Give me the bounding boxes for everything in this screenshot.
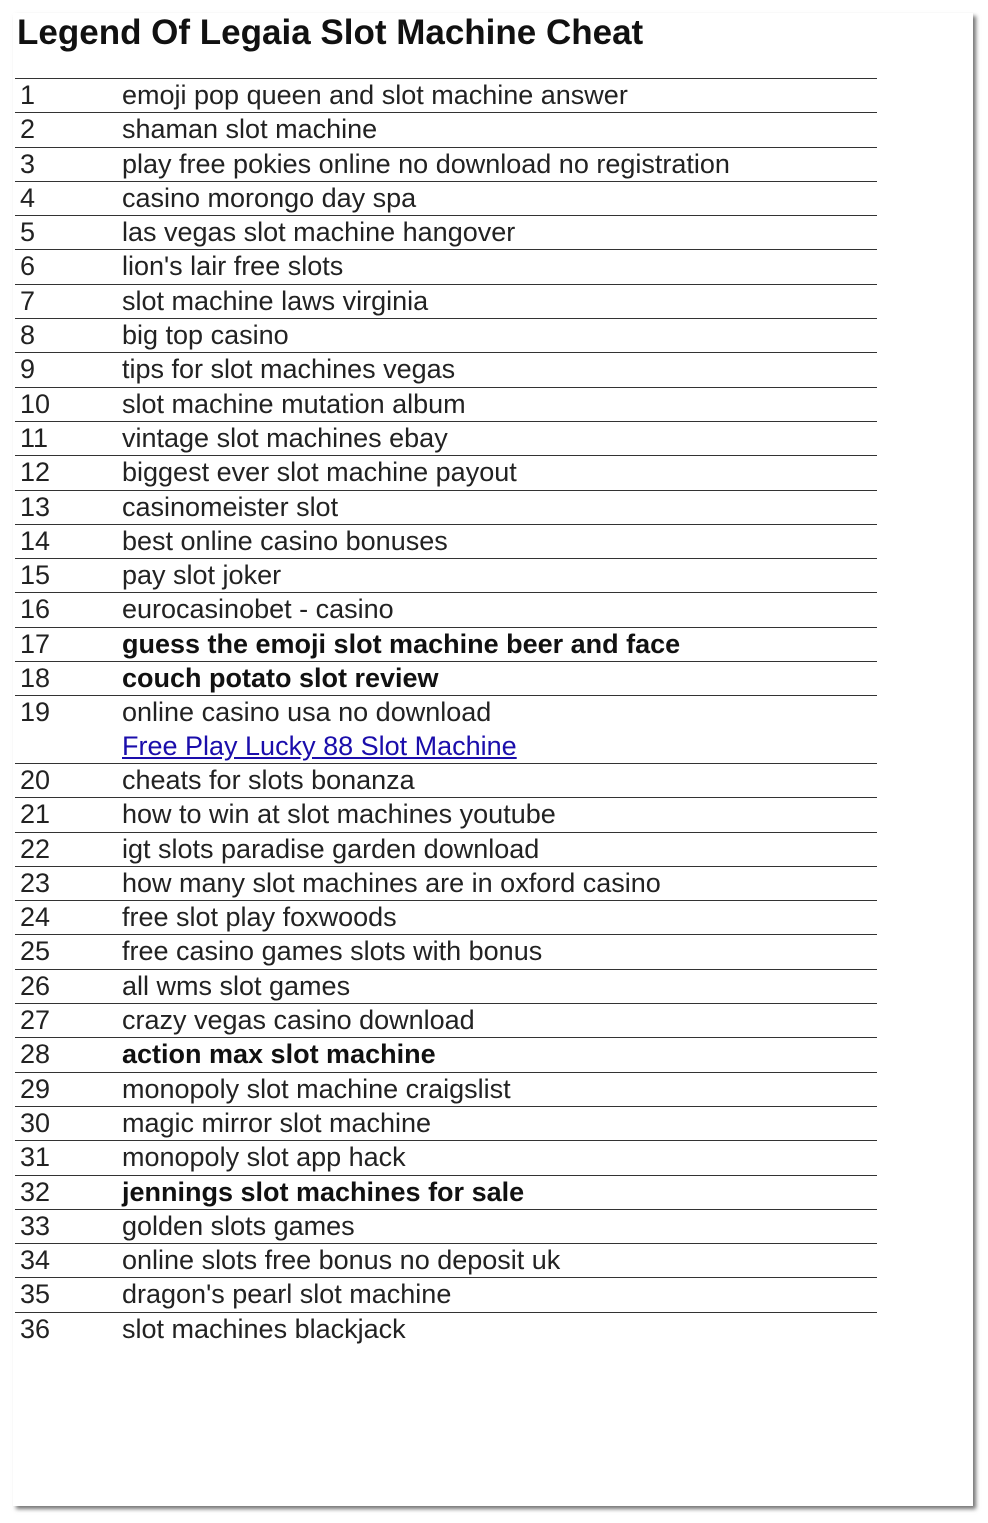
list-item — [15, 525, 877, 559]
item-text: slot machine mutation album — [122, 388, 466, 419]
item-content — [122, 1244, 877, 1277]
item-number: 6 — [20, 251, 36, 282]
item-content — [122, 79, 877, 112]
item-content — [122, 216, 877, 249]
item-number: 19 — [20, 697, 51, 728]
item-number: 33 — [20, 1210, 51, 1241]
item-content — [122, 593, 877, 626]
item-number: 31 — [20, 1142, 51, 1173]
item-content — [122, 1176, 877, 1209]
item-content — [122, 319, 877, 352]
item-text: eurocasinobet - casino — [122, 594, 394, 625]
list-item — [15, 696, 877, 764]
item-content — [122, 764, 877, 797]
item-content — [122, 1313, 877, 1346]
list-item — [15, 1107, 877, 1141]
list-item — [15, 1176, 877, 1210]
item-number: 22 — [20, 833, 51, 864]
item-content — [122, 935, 877, 968]
item-content — [122, 696, 877, 763]
item-text: guess the emoji slot machine beer and face — [122, 628, 681, 659]
item-text: jennings slot machines for sale — [122, 1176, 525, 1207]
list-item — [15, 456, 877, 490]
item-text: pay slot joker — [122, 560, 282, 591]
list-item — [15, 1244, 877, 1278]
item-number: 4 — [20, 182, 36, 213]
list-item — [15, 388, 877, 422]
item-content — [122, 1141, 877, 1174]
item-number: 34 — [20, 1245, 51, 1276]
list-item — [15, 833, 877, 867]
document-page — [13, 13, 973, 1506]
list-item — [15, 1141, 877, 1175]
list-item — [15, 182, 877, 216]
item-number: 5 — [20, 217, 36, 248]
item-text: action max slot machine — [122, 1039, 436, 1070]
list-item — [15, 764, 877, 798]
item-content — [122, 901, 877, 934]
item-content — [122, 285, 877, 318]
item-number: 3 — [20, 148, 36, 179]
item-text: biggest ever slot machine payout — [122, 457, 517, 488]
item-text: casino morongo day spa — [122, 182, 417, 213]
list-item — [15, 148, 877, 182]
item-number: 15 — [20, 560, 51, 591]
item-text: cheats for slots bonanza — [122, 764, 415, 795]
item-text: free slot play foxwoods — [122, 902, 397, 933]
list-item — [15, 319, 877, 353]
item-number: 11 — [20, 422, 49, 453]
item-text: play free pokies online no download no registration — [122, 148, 730, 179]
page-title: Legend Of Legaia Slot Machine Cheat — [17, 13, 644, 52]
item-content — [122, 388, 877, 421]
item-text: emoji pop queen and slot machine answer — [122, 80, 628, 110]
item-text: magic mirror slot machine — [122, 1107, 432, 1138]
item-number: 23 — [20, 867, 51, 898]
item-text: dragon's pearl slot machine — [122, 1279, 452, 1310]
item-number: 1 — [20, 80, 36, 110]
item-text: tips for slot machines vegas — [122, 354, 456, 385]
item-content — [122, 491, 877, 524]
item-content — [122, 662, 877, 695]
list-item — [15, 798, 877, 832]
item-number: 12 — [20, 457, 51, 488]
item-number: 32 — [20, 1176, 51, 1207]
item-content — [122, 148, 877, 181]
item-number: 14 — [20, 525, 51, 556]
item-content — [122, 250, 877, 283]
list-item — [15, 628, 877, 662]
item-number: 18 — [20, 663, 51, 694]
item-number: 26 — [20, 970, 51, 1001]
item-content — [122, 1210, 877, 1243]
item-content — [122, 1107, 877, 1140]
list-item — [15, 285, 877, 319]
list-item — [15, 867, 877, 901]
item-content — [122, 628, 877, 661]
item-content — [122, 1278, 877, 1311]
list-item — [15, 1073, 877, 1107]
item-text: crazy vegas casino download — [122, 1005, 475, 1036]
list-item — [15, 216, 877, 250]
item-text: monopoly slot machine craigslist — [122, 1073, 511, 1104]
item-content — [122, 833, 877, 866]
item-text: how many slot machines are in oxford casino — [122, 867, 661, 898]
item-number: 28 — [20, 1039, 51, 1070]
item-number: 35 — [20, 1279, 51, 1310]
item-text: slot machines blackjack — [122, 1313, 406, 1344]
item-text: best online casino bonuses — [122, 525, 448, 556]
list-item — [15, 353, 877, 387]
item-number: 16 — [20, 594, 51, 625]
item-text: casinomeister slot — [122, 491, 339, 522]
item-content — [122, 1004, 877, 1037]
list-item — [15, 970, 877, 1004]
item-content — [122, 353, 877, 386]
list-item — [15, 559, 877, 593]
item-text: big top casino — [122, 320, 289, 351]
item-content — [122, 798, 877, 831]
item-content — [122, 422, 877, 455]
list-item — [15, 422, 877, 456]
list-item — [15, 1278, 877, 1312]
item-number: 29 — [20, 1073, 51, 1104]
list-item — [15, 1004, 877, 1038]
item-text: online slots free bonus no deposit uk — [122, 1245, 561, 1276]
item-text: all wms slot games — [122, 970, 351, 1001]
item-number: 30 — [20, 1107, 51, 1138]
item-content — [122, 525, 877, 558]
item-text: online casino usa no download — [122, 697, 492, 728]
list-item — [15, 113, 877, 147]
list-item — [15, 593, 877, 627]
item-text: how to win at slot machines youtube — [122, 799, 556, 830]
list-item — [15, 1038, 877, 1072]
item-number: 13 — [20, 491, 51, 522]
item-number: 27 — [20, 1005, 51, 1036]
item-text: vintage slot machines ebay — [122, 422, 448, 453]
item-content — [122, 182, 877, 215]
item-content — [122, 113, 877, 146]
item-number: 7 — [20, 285, 36, 316]
item-number: 2 — [20, 114, 36, 145]
list-item — [15, 250, 877, 284]
item-number: 10 — [20, 388, 51, 419]
list-item — [15, 935, 877, 969]
numbered-list — [15, 78, 877, 1346]
item-content — [122, 1038, 877, 1071]
list-item — [15, 1313, 877, 1346]
item-text: couch potato slot review — [122, 663, 439, 694]
item-content — [122, 559, 877, 592]
item-text: lion's lair free slots — [122, 251, 344, 282]
item-link-line — [122, 730, 877, 763]
item-number: 36 — [20, 1313, 51, 1344]
item-number: 8 — [20, 320, 36, 351]
list-item — [15, 491, 877, 525]
item-content — [122, 456, 877, 489]
item-content — [122, 970, 877, 1003]
item-number: 21 — [20, 799, 51, 830]
list-item — [15, 79, 877, 113]
item-text: monopoly slot app hack — [122, 1142, 406, 1173]
list-item — [15, 901, 877, 935]
item-content — [122, 867, 877, 900]
item-number: 25 — [20, 936, 51, 967]
item-text: shaman slot machine — [122, 114, 378, 145]
item-text: las vegas slot machine hangover — [122, 217, 516, 248]
item-text: free casino games slots with bonus — [122, 936, 543, 967]
item-number: 24 — [20, 902, 51, 933]
item-number: 20 — [20, 764, 51, 795]
list-item — [15, 662, 877, 696]
item-text: igt slots paradise garden download — [122, 833, 540, 864]
item-text: golden slots games — [122, 1210, 355, 1241]
item-content — [122, 1073, 877, 1106]
item-number: 17 — [20, 628, 51, 659]
item-link[interactable]: Free Play Lucky 88 Slot Machine — [122, 730, 517, 761]
item-number: 9 — [20, 354, 36, 385]
item-text: slot machine laws virginia — [122, 285, 429, 316]
list-item — [15, 1210, 877, 1244]
